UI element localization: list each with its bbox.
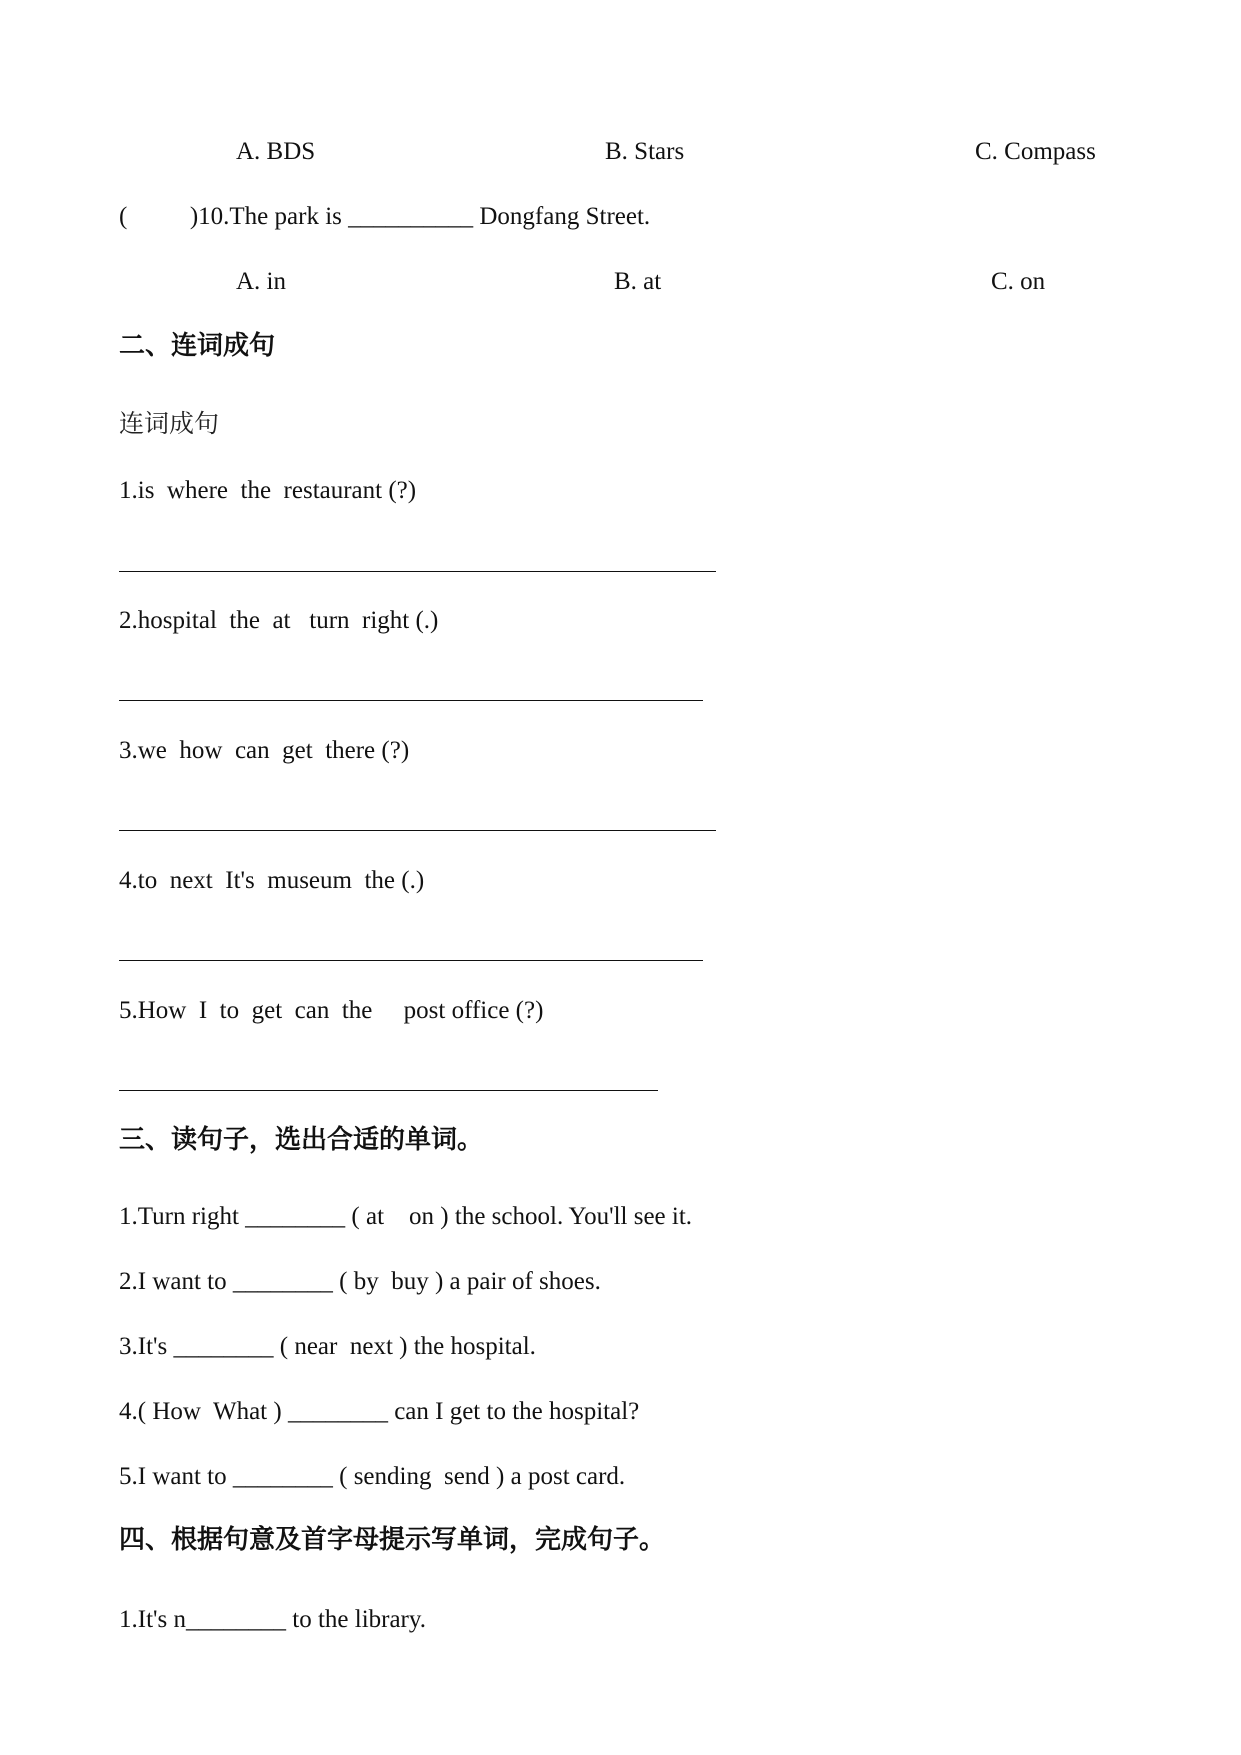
- s3-item-2: 2.I want to ________ ( by buy ) a pair of shoes.: [119, 1268, 601, 1295]
- s2-item-2: 2.hospital the at turn right (.): [119, 607, 439, 634]
- s2-item-5: 5.How I to get can the post office (?): [119, 997, 544, 1024]
- s3-item-1: 1.Turn right ________ ( at on ) the school. You'll see it.: [119, 1203, 693, 1230]
- q10-option-b: B. at: [614, 268, 662, 295]
- section-2-title: 二、连词成句: [119, 331, 276, 361]
- q10-option-c: C. on: [991, 268, 1046, 295]
- section-4-title: 四、根据句意及首字母提示写单词，完成句子。: [119, 1525, 666, 1555]
- section-2-instruction: 连词成句: [119, 409, 220, 438]
- s2-answer-line-3: [119, 830, 716, 831]
- q10-option-a: A. in: [236, 268, 286, 295]
- s2-answer-line-5: [119, 1090, 658, 1091]
- s2-answer-line-4: [119, 960, 703, 961]
- s2-item-4: 4.to next It's museum the (.): [119, 867, 425, 894]
- q9-option-c: C. Compass: [975, 138, 1096, 165]
- s3-item-4: 4.( How What ) ________ can I get to the hospital?: [119, 1398, 640, 1425]
- s4-item-1: 1.It's n________ to the library.: [119, 1606, 427, 1633]
- q10-question: ( )10.The park is __________ Dongfang Street.: [119, 203, 651, 230]
- section-3-title: 三、读句子，选出合适的单词。: [119, 1125, 484, 1155]
- q9-option-a: A. BDS: [236, 138, 316, 165]
- s2-answer-line-2: [119, 700, 703, 701]
- s2-item-1: 1.is where the restaurant (?): [119, 477, 417, 504]
- s3-item-3: 3.It's ________ ( near next ) the hospital.: [119, 1333, 536, 1360]
- q9-option-b: B. Stars: [605, 138, 685, 165]
- s2-answer-line-1: [119, 571, 716, 572]
- s3-item-5: 5.I want to ________ ( sending send ) a post card.: [119, 1463, 626, 1490]
- s2-item-3: 3.we how can get there (?): [119, 737, 410, 764]
